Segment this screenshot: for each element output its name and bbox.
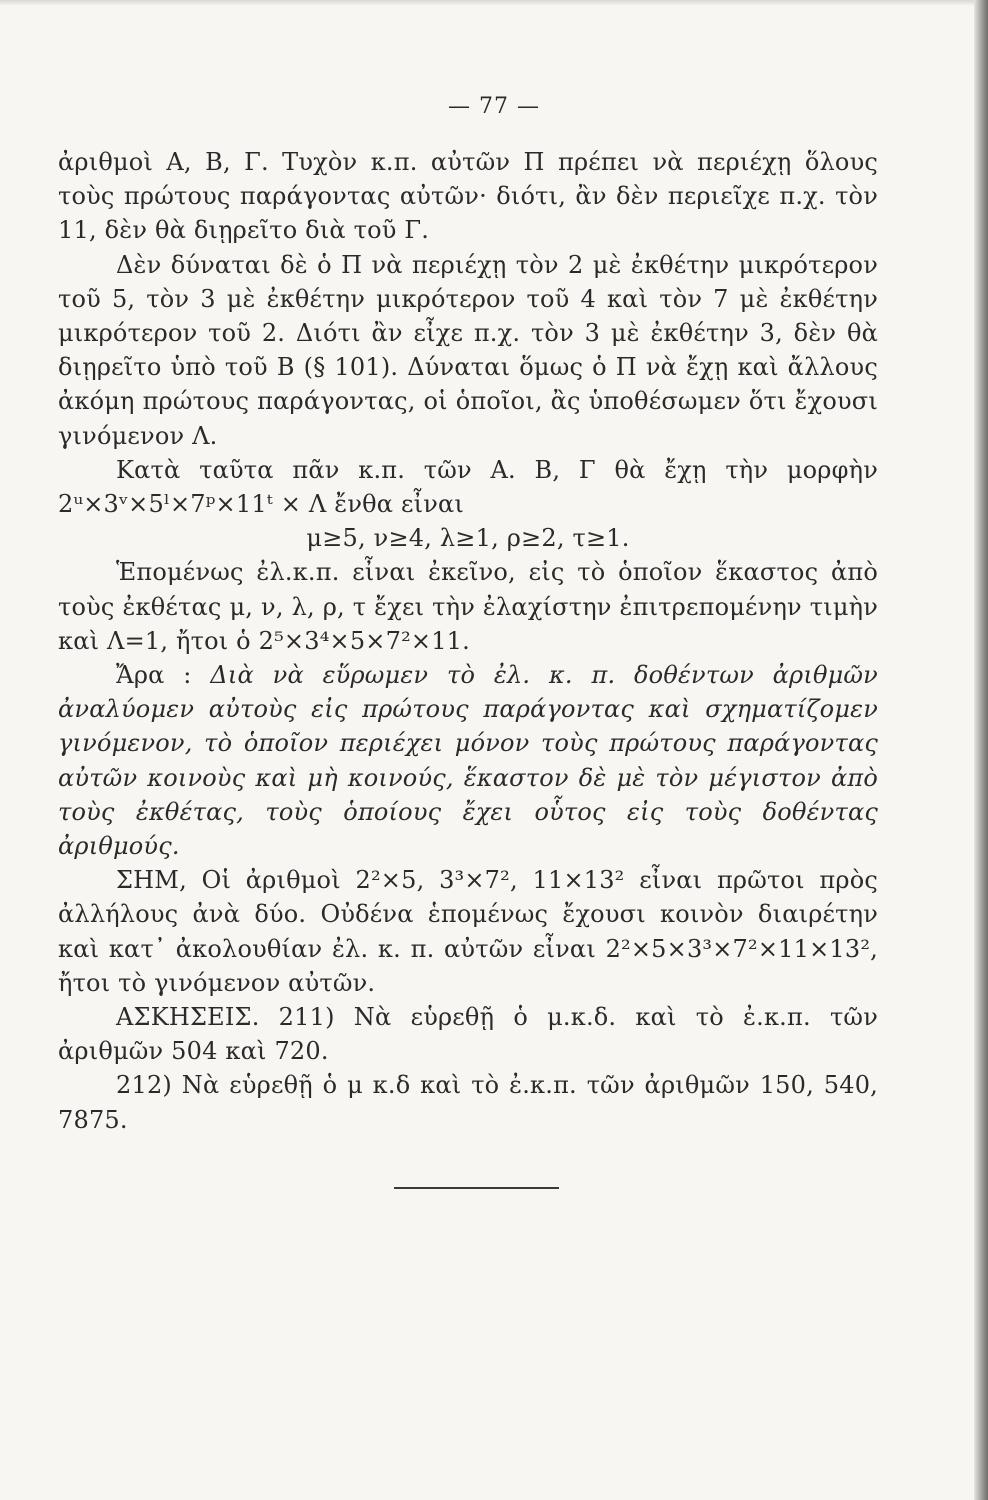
rule-text: Διὰ νὰ εὕρωμεν τὸ ἐλ. κ. π. δοθέντων ἀριθμῶν ἀναλύομεν αὐτοὺς εἰς πρώτους παράγοντας καὶ σχηματίζομεν γινόμενον, τὸ ὁποῖον περιέχει μόνον τοὺς πρώτους παράγοντας αὐτῶν κοινοὺς καὶ μὴ κοινούς, ἕκαστον δὲ μὲ τὸν μέγιστον ἀπὸ τοὺς ἐκθέτας, τοὺς ὁποίους ἔχει οὗτος εἰς τοὺς δοθέντας ἀριθμούς. — [58, 661, 878, 861]
paragraph-note: ΣΗΜ, Οἱ ἀριθμοὶ 2²×5, 3³×7², 11×13² εἶναι πρῶτοι πρὸς ἀλλήλους ἀνὰ δύο. Οὐδένα ἑπομένως ἔχουσι κοινὸν διαιρέτην καὶ κατ᾽ ἀκολουθίαν ἐλ. κ. π. αὐτῶν εἶναι 2²×5×3³×7²×11×13², ἤτοι τὸ γινόμενον αὐτῶν. — [58, 866, 878, 997]
page-top-edge — [0, 0, 988, 6]
page-number: — 77 — — [448, 94, 540, 119]
text-body — [58, 145, 878, 1137]
exercise-211: ΑΣΚΗΣΕΙΣ. 211) Νὰ εὑρεθῇ ὁ μ.κ.δ. καὶ τὸ ἐ.κ.π. τῶν ἀριθμῶν 504 καὶ 720. — [58, 1003, 878, 1066]
paragraph-lcm-result: Ἑπομένως ἐλ.κ.π. εἶναι ἐκεῖνο, εἰς τὸ ὁποῖον ἕκαστος ἀπὸ τοὺς ἐκθέτας μ, ν, λ, ρ, τ ἔχει τὴν ἐλαχίστην ἐπιτρεπομένην τιμὴν καὶ Λ=1, ἤτοι ὁ 2⁵×3⁴×5×7²×11. — [58, 558, 878, 655]
inequalities-line: μ≥5, ν≥4, λ≥1, ρ≥2, τ≥1. — [306, 524, 630, 553]
paragraph-exponents: Δὲν δύναται δὲ ὁ Π νὰ περιέχῃ τὸν 2 μὲ ἐκθέτην μικρότερον τοῦ 5, τὸν 3 μὲ ἐκθέτην μικρότερον τοῦ 4 καὶ τὸν 7 μὲ ἐκθέτην μικρότερον τοῦ 2. Διότι ἂν εἶχε π.χ. τὸν 3 μὲ ἐκθέτην 3, δὲν θὰ διῃρεῖτο ὑπὸ τοῦ Β (§ 101). Δύναται ὅμως ὁ Π νὰ ἔχῃ καὶ ἄλλους ἀκόμη πρώτους παράγοντας, οἱ ὁποῖοι, ἂς ὑποθέσωμεν ὅτι ἔχουσι γινόμενον Λ. — [58, 250, 878, 450]
paragraph-rule — [58, 658, 878, 863]
page-right-edge — [974, 0, 988, 1500]
rule-label: Ἄρα : — [116, 661, 192, 690]
paragraph-continuation: ἀριθμοὶ Α, Β, Γ. Τυχὸν κ.π. αὐτῶν Π πρέπει νὰ περιέχῃ ὅλους τοὺς πρώτους παράγοντας αὐτῶν· διότι, ἂν δὲν περιεῖχε π.χ. τὸν 11, δὲν θὰ διῃρεῖτο διὰ τοῦ Γ. — [58, 148, 878, 245]
section-divider — [394, 1187, 559, 1189]
exercise-212: 212) Νὰ εὑρεθῇ ὁ μ κ.δ καὶ τὸ ἐ.κ.π. τῶν ἀριθμῶν 150, 540, 7875. — [58, 1071, 878, 1134]
paragraph-form: Κατὰ ταῦτα πᾶν κ.π. τῶν Α. Β, Γ θὰ ἔχῃ τὴν μορφὴν 2ᵘ×3ᵛ×5ˡ×7ᵖ×11ᵗ × Λ ἔνθα εἶναι — [58, 455, 878, 519]
